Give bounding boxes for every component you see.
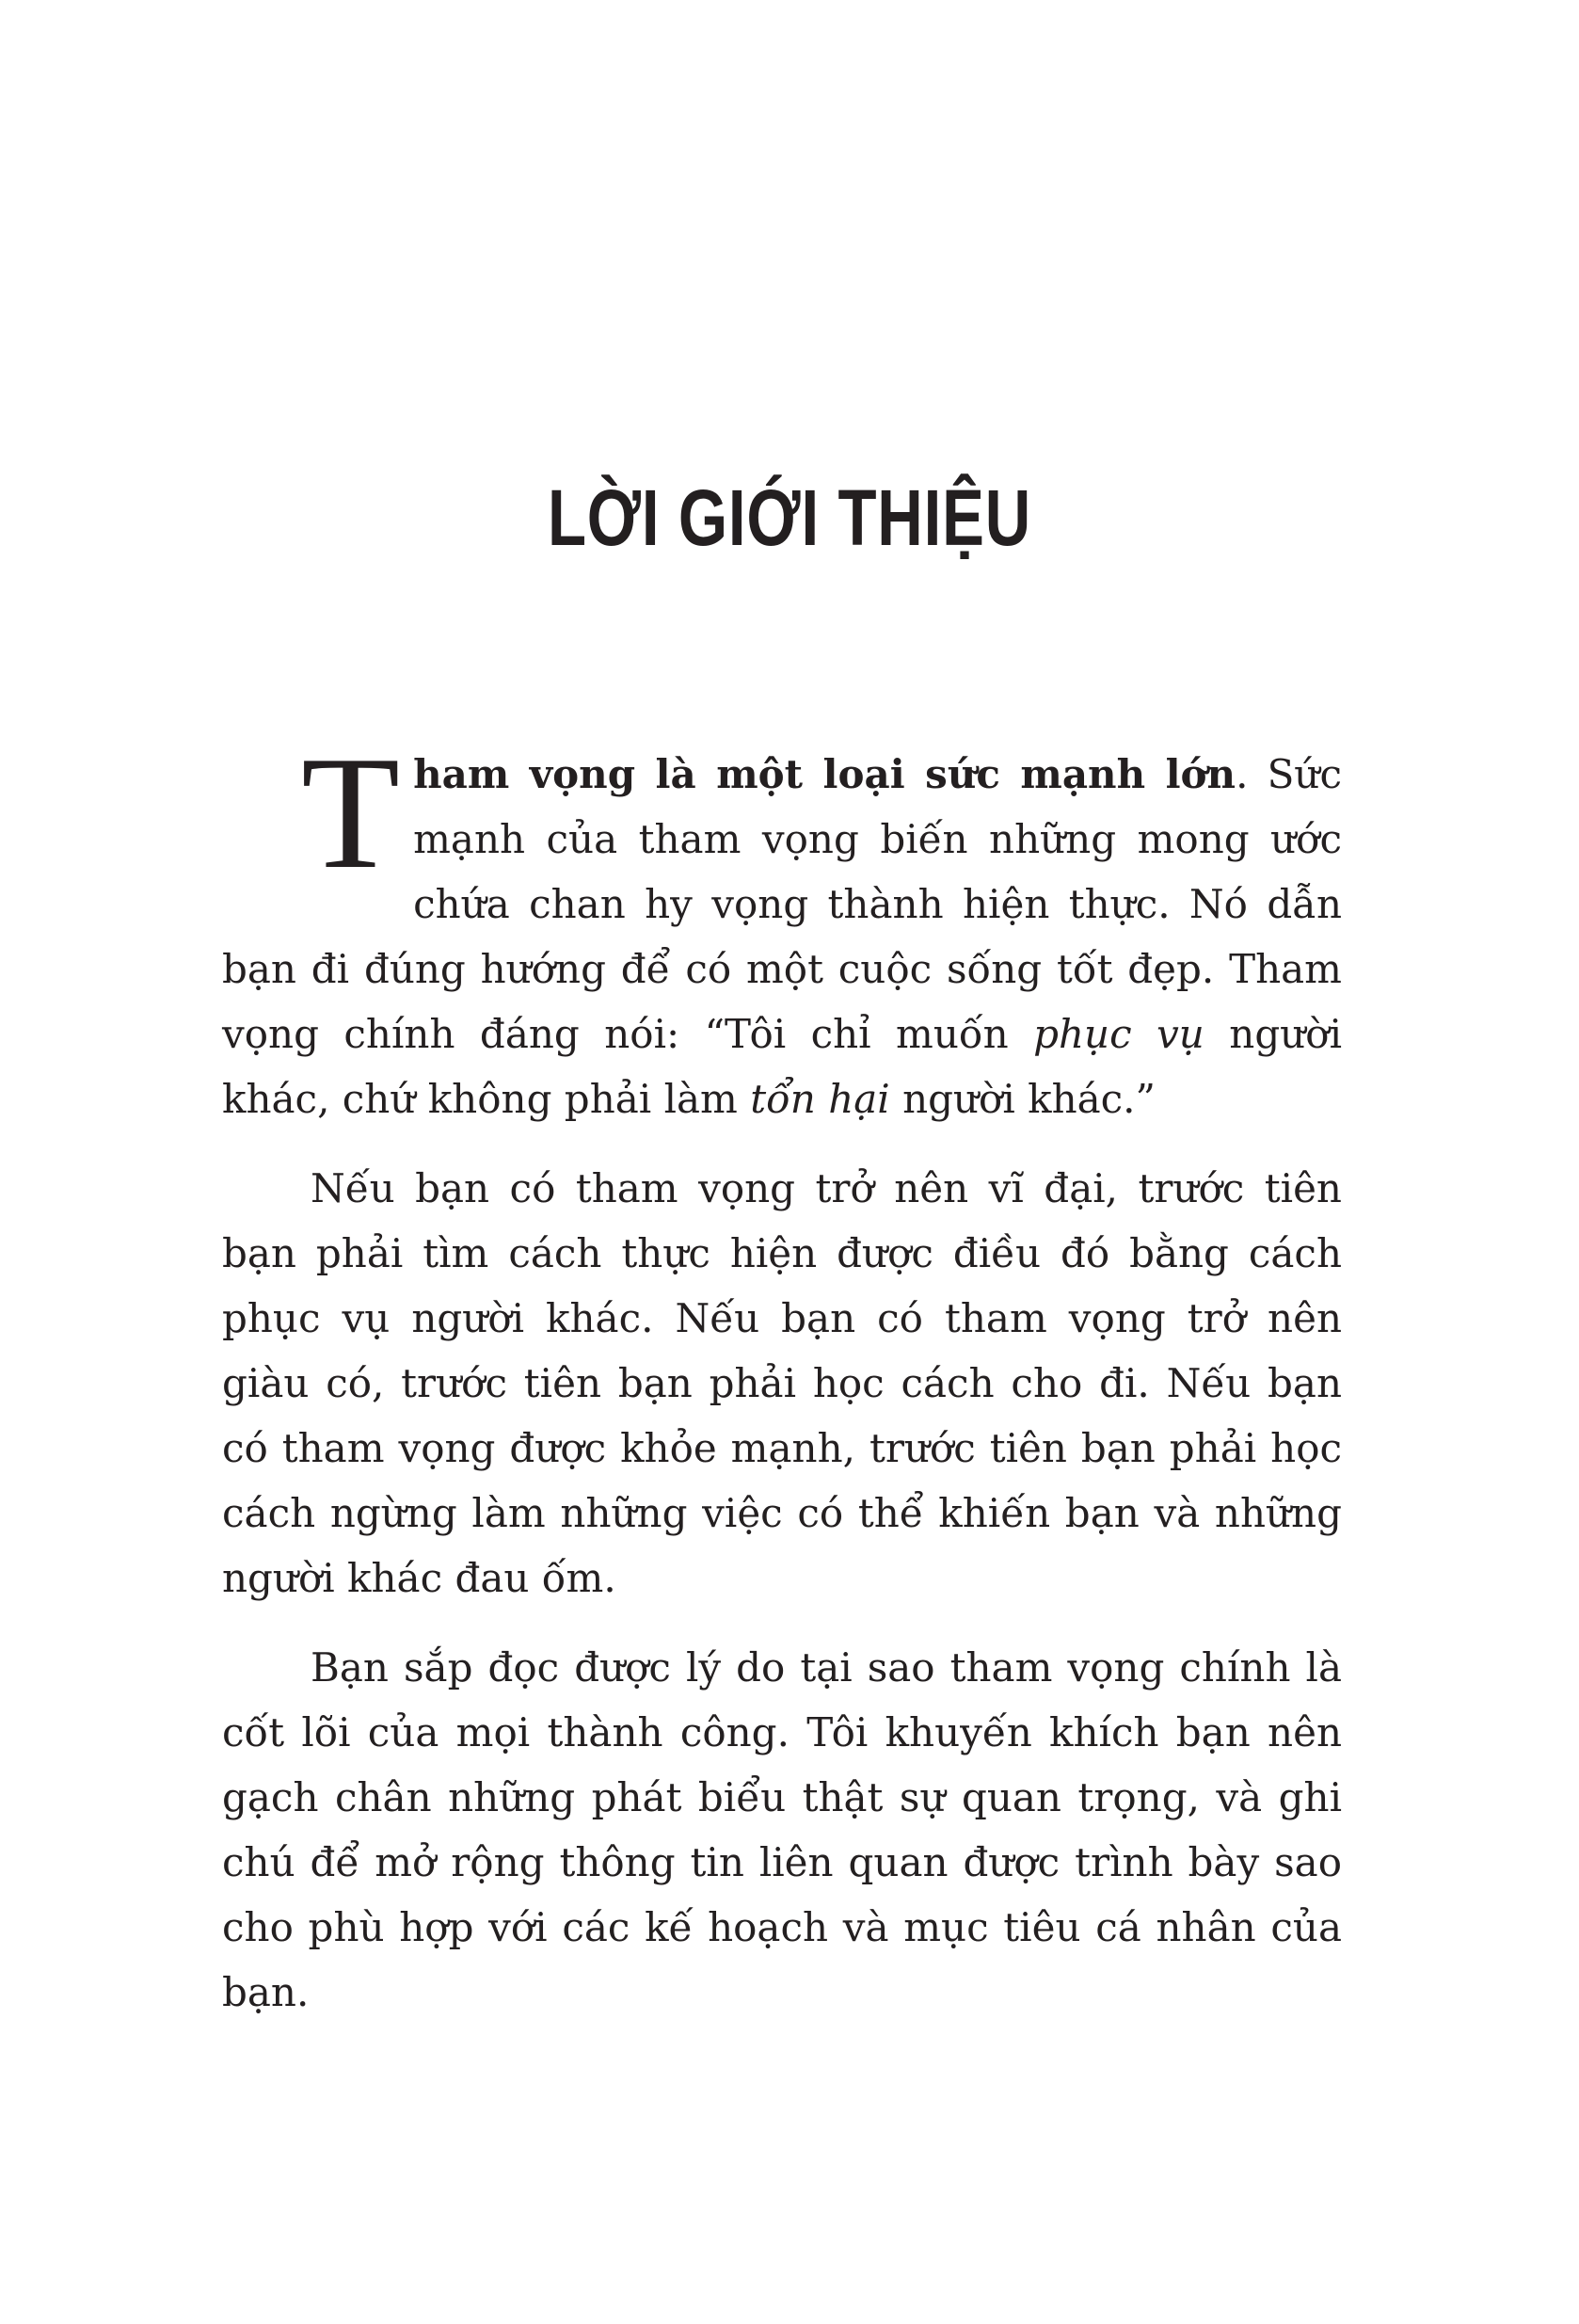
intro-body	[222, 724, 1343, 2025]
chapter-title: LỜI GIỚI THIỆU	[547, 473, 1032, 562]
intro-paragraph-1	[222, 724, 1343, 1131]
lead-bold-phrase: ham vọng là một loại sức mạnh lớn	[413, 751, 1236, 797]
italic-phrase-phuc-vu: phục vụ	[1033, 1011, 1204, 1057]
paragraph-1-text-b: người khác, chứ không phải làm	[222, 1011, 1343, 1122]
paragraph-1-text-a: . Sức mạnh của tham vọng biến những mong ước chứa chan hy vọng thành hiện thực. Nó dẫn bạn đi đúng hướng để có một cuộc sống tốt đẹp. Tham vọng chính đáng nói: “Tôi chỉ muốn	[222, 751, 1342, 1057]
italic-phrase-ton-hai: tổn hại	[750, 1076, 890, 1122]
paragraph-1-text-c: người khác.”	[889, 1076, 1156, 1122]
intro-paragraph-2: Nếu bạn có tham vọng trở nên vĩ đại, trước tiên bạn phải tìm cách thực hiện được điều đó bằng cách phục vụ người khác. Nếu bạn có tham vọng trở nên giàu có, trước tiên bạn phải học cách cho đi. Nếu bạn có tham vọng được khỏe mạnh, trước tiên bạn phải học cách ngừng làm những việc có thể khiến bạn và những người khác đau ốm.	[222, 1165, 1342, 1601]
drop-cap-letter: T	[301, 724, 401, 903]
intro-paragraph-3: Bạn sắp đọc được lý do tại sao tham vọng chính là cốt lõi của mọi thành công. Tôi khuyến khích bạn nên gạch chân những phát biểu thật sự quan trọng, và ghi chú để mở rộng thông tin liên quan được trình bày sao cho phù hợp với các kế hoạch và mục tiêu cá nhân của bạn.	[222, 1644, 1342, 2015]
